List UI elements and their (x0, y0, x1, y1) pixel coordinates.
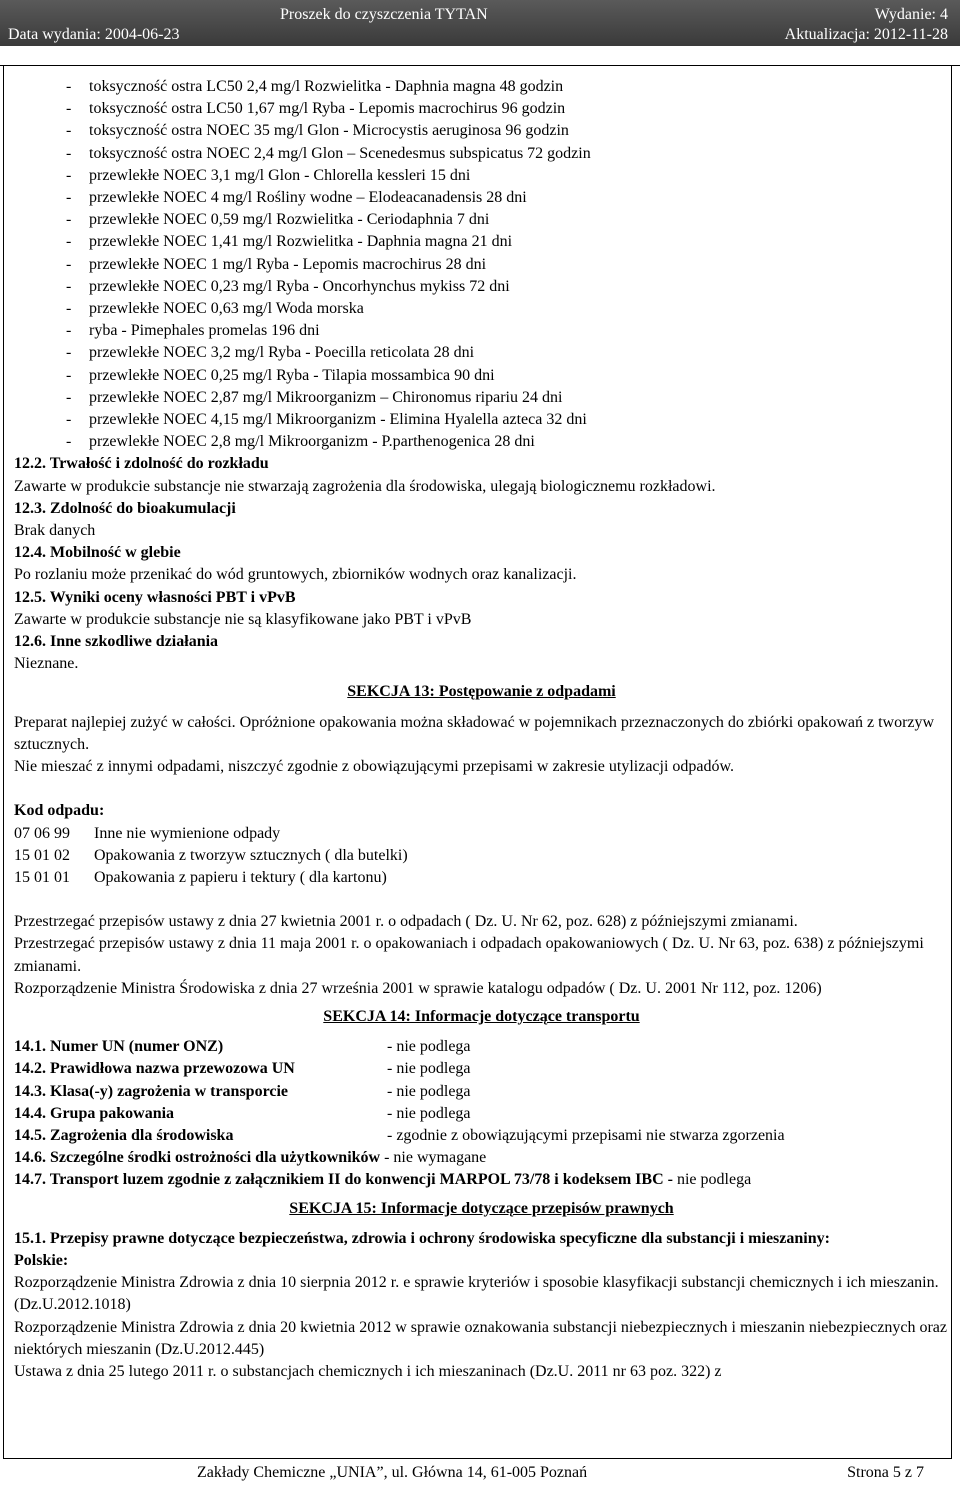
text-12-6: Nieznane. (14, 655, 79, 673)
polish-label: Polskie: (14, 1251, 69, 1269)
heading-12-6: 12.6. Inne szkodliwe działania (14, 633, 219, 651)
page-header (0, 0, 960, 46)
toxicity-item: - toksyczność ostra NOEC 35 mg/l Glon - Microcystis aeruginosa 96 godzin (66, 122, 569, 140)
toxicity-item: - przewlekłe NOEC 3,1 mg/l Glon - Chlorella kessleri 15 dni (66, 166, 471, 184)
heading-15-1: 15.1. Przepisy prawne dotyczące bezpieczeństwa, zdrowia i ochrony środowiska specyficzne dla substancji i mieszaniny: (14, 1229, 830, 1247)
transport-row: 14.1. Numer UN (numer ONZ) - nie podlega (14, 1038, 471, 1056)
section-15-title: SEKCJA 15: Informacje dotyczące przepisów prawnych (289, 1199, 674, 1217)
section-13-title: SEKCJA 13: Postępowanie z odpadami (347, 683, 616, 701)
text-12-2: Zawarte w produkcie substancje nie stwarzają zagrożenia dla środowiska, ulegają biologicznemu rozkładowi. (14, 477, 716, 495)
toxicity-item: - przewlekłe NOEC 0,23 mg/l Ryba - Oncorhynchus mykiss 72 dni (66, 277, 510, 295)
transport-row: 14.4. Grupa pakowania - nie podlega (14, 1104, 471, 1122)
heading-12-4: 12.4. Mobilność w glebie (14, 544, 181, 562)
transport-row-14-6: 14.6. Szczególne środki ostrożności dla użytkowników - nie wymagane (14, 1149, 487, 1167)
toxicity-item: - przewlekłe NOEC 4 mg/l Rośliny wodne – Elodeacanadensis 28 dni (66, 189, 527, 207)
transport-row-14-7: 14.7. Transport luzem zgodnie z załącznikiem II do konwencji MARPOL 73/78 i kodeksem IBC - nie podlega (14, 1171, 752, 1189)
toxicity-item: - przewlekłe NOEC 2,87 mg/l Mikroorganizm – Chironomus ripariu 24 dni (66, 388, 563, 406)
waste-code-row: 07 06 99 Inne nie wymienione odpady (14, 824, 281, 842)
issue-date: Data wydania: 2004-06-23 (8, 26, 180, 43)
regulation-1: Rozporządzenie Ministra Zdrowia z dnia 10 sierpnia 2012 r. e sprawie kryteriów i sposobie klasyfikacji substancji chemicznych i ich mieszanin. (Dz.U.2012.1018) (14, 1274, 939, 1314)
toxicity-item: - toksyczność ostra NOEC 2,4 mg/l Glon – Scenedesmus subspicatus 72 godzin (66, 144, 591, 162)
transport-row: 14.3. Klasa(-y) zagrożenia w transporcie - nie podlega (14, 1082, 471, 1100)
document-title: Proszek do czyszczenia TYTAN (280, 6, 488, 23)
transport-row: 14.2. Prawidłowa nazwa przewozowa UN - nie podlega (14, 1060, 471, 1078)
waste-paragraph-1: Preparat najlepiej zużyć w całości. Opróżnione opakowania można składować w pojemnikach przeznaczonych do zbiórki opakowań z tworzyw sztucznych. (14, 713, 935, 753)
section-14-title: SEKCJA 14: Informacje dotyczące transportu (323, 1007, 640, 1025)
waste-paragraph-2: Nie mieszać z innymi odpadami, niszczyć zgodnie z obowiązującymi przepisami w zakresie utylizacji odpadów. (14, 758, 735, 776)
waste-code-row: 15 01 02 Opakowania z tworzyw sztucznych ( dla butelki) (14, 846, 408, 864)
waste-code-row: 15 01 01 Opakowania z papieru i tektury ( dla kartonu) (14, 868, 387, 886)
toxicity-item: - przewlekłe NOEC 4,15 mg/l Mikroorganizm - Elimina Hyalella azteca 32 dni (66, 411, 587, 429)
company-address: Zakłady Chemiczne „UNIA”, ul. Główna 14, 61-005 Poznań (197, 1464, 588, 1481)
toxicity-item: - przewlekłe NOEC 0,25 mg/l Ryba - Tilapia mossambica 90 dni (66, 366, 495, 384)
toxicity-item: - toksyczność ostra LC50 1,67 mg/l Ryba - Lepomis macrochirus 96 godzin (66, 100, 566, 118)
regulation-2: Rozporządzenie Ministra Zdrowia z dnia 20 kwietnia 2012 w sprawie oznakowania substancji niebezpiecznych i mieszanin niebezpiecznych oraz niektórych mieszanin (Dz.U.2012.445) (14, 1318, 947, 1358)
toxicity-item: - toksyczność ostra LC50 2,4 mg/l Rozwielitka - Daphnia magna 48 godzin (66, 78, 564, 95)
toxicity-item: - przewlekłe NOEC 0,59 mg/l Rozwielitka - Ceriodaphnia 7 dni (66, 211, 490, 229)
edition-number: Wydanie: 4 (874, 6, 948, 23)
law-reference-1: Przestrzegać przepisów ustawy z dnia 27 kwietnia 2001 r. o odpadach ( Dz. U. Nr 62, poz. 628) z późniejszymi zmianami. (14, 913, 798, 931)
text-12-4: Po rozlaniu może przenikać do wód gruntowych, zbiorników wodnych oraz kanalizacji. (14, 566, 577, 584)
heading-12-5: 12.5. Wyniki oceny własności PBT i vPvB (14, 588, 296, 606)
toxicity-item: - ryba - Pimephales promelas 196 dni (66, 322, 320, 340)
law-reference-2: Przestrzegać przepisów ustawy z dnia 11 maja 2001 r. o opakowaniach i odpadach opakowaniowych ( Dz. U. Nr 63, poz. 638) z późniejszymi zmianami. (14, 935, 924, 975)
regulation-3: Ustawa z dnia 25 lutego 2011 r. o substancjach chemicznych i ich mieszaninach (Dz.U. 2011 nr 63 poz. 322) z (14, 1362, 722, 1380)
document-body (3, 66, 952, 1459)
heading-12-2: 12.2. Trwałość i zdolność do rozkładu (14, 455, 269, 473)
toxicity-item: - przewlekłe NOEC 1,41 mg/l Rozwielitka - Daphnia magna 21 dni (66, 233, 513, 251)
text-12-3: Brak danych (14, 522, 96, 540)
transport-list (14, 1036, 949, 1147)
heading-12-3: 12.3. Zdolność do bioakumulacji (14, 499, 236, 517)
toxicity-list (14, 76, 949, 453)
update-date: Aktualizacja: 2012-11-28 (784, 26, 948, 43)
waste-code-label: Kod odpadu: (14, 802, 105, 820)
toxicity-item: - przewlekłe NOEC 2,8 mg/l Mikroorganizm - P.parthenogenica 28 dni (66, 433, 535, 451)
text-12-5: Zawarte w produkcie substancje nie są klasyfikowane jako PBT i vPvB (14, 610, 472, 628)
toxicity-item: - przewlekłe NOEC 3,2 mg/l Ryba - Poecilla reticolata 28 dni (66, 344, 475, 362)
toxicity-item: - przewlekłe NOEC 1 mg/l Ryba - Lepomis macrochirus 28 dni (66, 255, 487, 273)
page-number: Strona 5 z 7 (847, 1464, 924, 1481)
transport-row: 14.5. Zagrożenia dla środowiska - zgodnie z obowiązującymi przepisami nie stwarza zgorzenia (14, 1126, 785, 1144)
law-reference-3: Rozporządzenie Ministra Środowiska z dnia 27 września 2001 w sprawie katalogu odpadów ( Dz. U. 2001 Nr 112, poz. 1206) (14, 979, 822, 997)
toxicity-item: - przewlekłe NOEC 0,63 mg/l Woda morska (66, 300, 364, 318)
waste-code-list (14, 823, 949, 890)
page-footer (4, 1458, 950, 1486)
